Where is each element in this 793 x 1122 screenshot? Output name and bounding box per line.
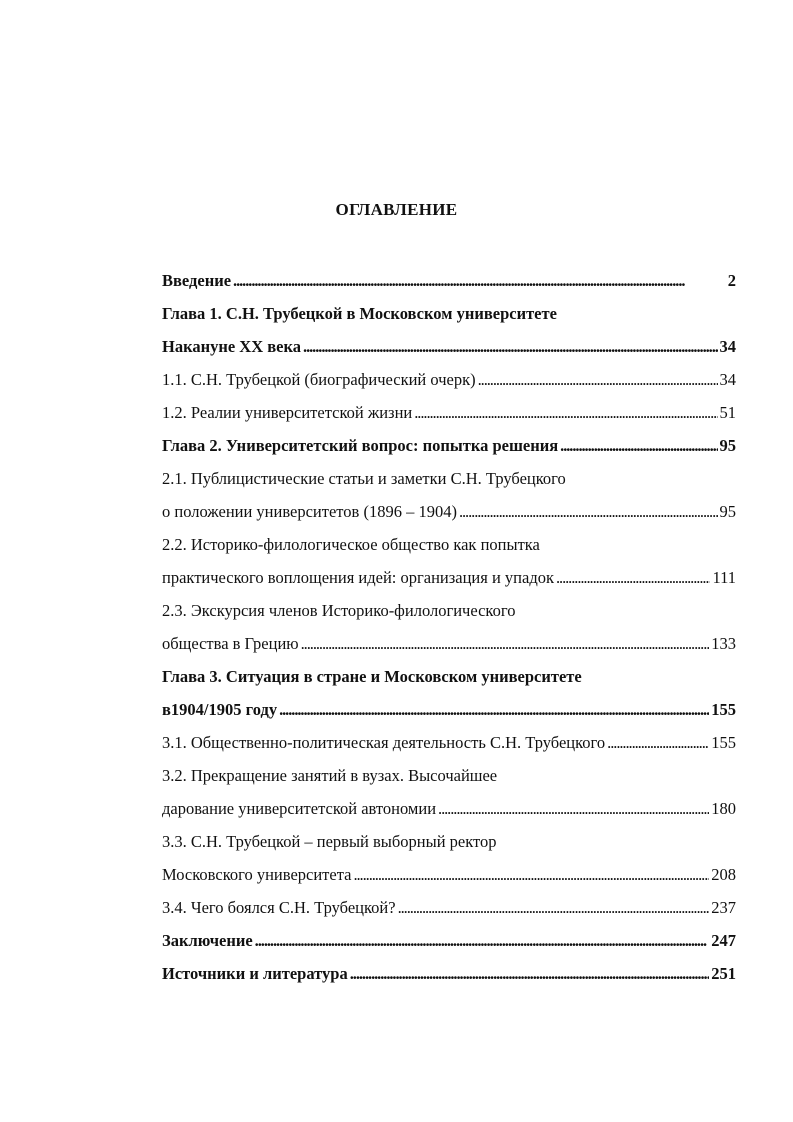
toc-entry-text: Накануне XX века <box>162 337 302 356</box>
table-of-contents <box>162 264 736 990</box>
toc-title: ОГЛАВЛЕНИЕ <box>335 200 458 219</box>
toc-entry <box>162 264 736 297</box>
toc-entry <box>162 528 736 561</box>
toc-entry <box>162 792 736 825</box>
dot-leader <box>233 264 726 297</box>
toc-entry-text: Глава 2. Университетский вопрос: попытка решения <box>162 436 559 455</box>
toc-page-number: 34 <box>719 370 736 389</box>
toc-page-number: 95 <box>719 436 736 455</box>
toc-page-number: 51 <box>719 403 736 422</box>
toc-entry <box>162 495 736 528</box>
toc-page-number: 155 <box>711 700 736 719</box>
toc-entry-text: 1.1. С.Н. Трубецкой (биографический очерк) <box>162 370 476 389</box>
toc-page-number: 95 <box>719 502 736 521</box>
toc-entry-text: 3.3. С.Н. Трубецкой – первый выборный ректор <box>162 832 497 851</box>
toc-entry <box>162 462 736 495</box>
toc-entry-text: 2.1. Публицистические статьи и заметки С.Н. Трубецкого <box>162 469 566 488</box>
toc-entry-text: Глава 1. С.Н. Трубецкой в Московском университете <box>162 304 557 323</box>
toc-entry <box>162 891 736 924</box>
toc-entry-text: Московского университета <box>162 865 352 884</box>
toc-entry-text: 2.2. Историко-филологическое общество как попытка <box>162 535 540 554</box>
toc-page-number: 155 <box>711 733 736 752</box>
toc-entry <box>162 924 736 957</box>
toc-entry <box>162 759 736 792</box>
toc-entry-text: практического воплощения идей: организация и упадок <box>162 568 554 587</box>
toc-entry <box>162 825 736 858</box>
toc-page-number: 247 <box>711 931 736 950</box>
toc-entry <box>162 429 736 462</box>
toc-entry-text: 3.4. Чего боялся С.Н. Трубецкой? <box>162 898 396 917</box>
toc-entry-text: Глава 3. Ситуация в стране и Московском университете <box>162 667 582 686</box>
toc-page-number: 34 <box>719 337 736 356</box>
toc-entry-text: дарование университетской автономии <box>162 799 437 818</box>
dot-leader <box>438 792 709 825</box>
toc-entry <box>162 693 736 726</box>
toc-entry <box>162 561 736 594</box>
toc-page-number: 180 <box>711 799 736 818</box>
toc-page-number: 133 <box>711 634 736 653</box>
dot-leader <box>353 858 709 891</box>
toc-entry-text: Заключение <box>162 931 253 950</box>
toc-entry-text: общества в Грецию <box>162 634 299 653</box>
toc-entry-text: Введение <box>162 271 232 290</box>
toc-entry-text: 3.1. Общественно-политическая деятельность С.Н. Трубецкого <box>162 733 606 752</box>
toc-entry <box>162 726 736 759</box>
toc-page-number: 208 <box>711 865 736 884</box>
toc-page-number: 237 <box>711 898 736 917</box>
dot-leader <box>556 561 710 594</box>
dot-leader <box>398 891 710 924</box>
dot-leader <box>303 330 717 363</box>
toc-entry-text: в1904/1905 году <box>162 700 278 719</box>
toc-entry <box>162 627 736 660</box>
toc-entry <box>162 957 736 990</box>
dot-leader <box>279 693 709 726</box>
dot-leader <box>560 429 717 462</box>
dot-leader <box>414 396 717 429</box>
dot-leader <box>301 627 710 660</box>
dot-leader <box>459 495 718 528</box>
toc-entry-text: 3.2. Прекращение занятий в вузах. Высочайшее <box>162 766 498 785</box>
toc-entry <box>162 363 736 396</box>
dot-leader <box>350 957 710 990</box>
toc-entry <box>162 594 736 627</box>
toc-entry-text: 2.3. Экскурсия членов Историко-филологического <box>162 601 516 620</box>
toc-entry <box>162 396 736 429</box>
dot-leader <box>478 363 718 396</box>
toc-entry-text: 1.2. Реалии университетской жизни <box>162 403 413 422</box>
toc-entry <box>162 858 736 891</box>
toc-entry-text: Источники и литература <box>162 964 348 983</box>
dot-leader <box>607 726 709 759</box>
toc-page-number: 251 <box>711 964 736 983</box>
toc-entry <box>162 330 736 363</box>
toc-entry <box>162 297 736 330</box>
toc-page-number: 2 <box>727 271 736 290</box>
toc-page-number: 111 <box>712 568 736 587</box>
toc-entry-text: о положении университетов (1896 – 1904) <box>162 502 457 521</box>
dot-leader <box>255 924 710 957</box>
toc-entry <box>162 660 736 693</box>
